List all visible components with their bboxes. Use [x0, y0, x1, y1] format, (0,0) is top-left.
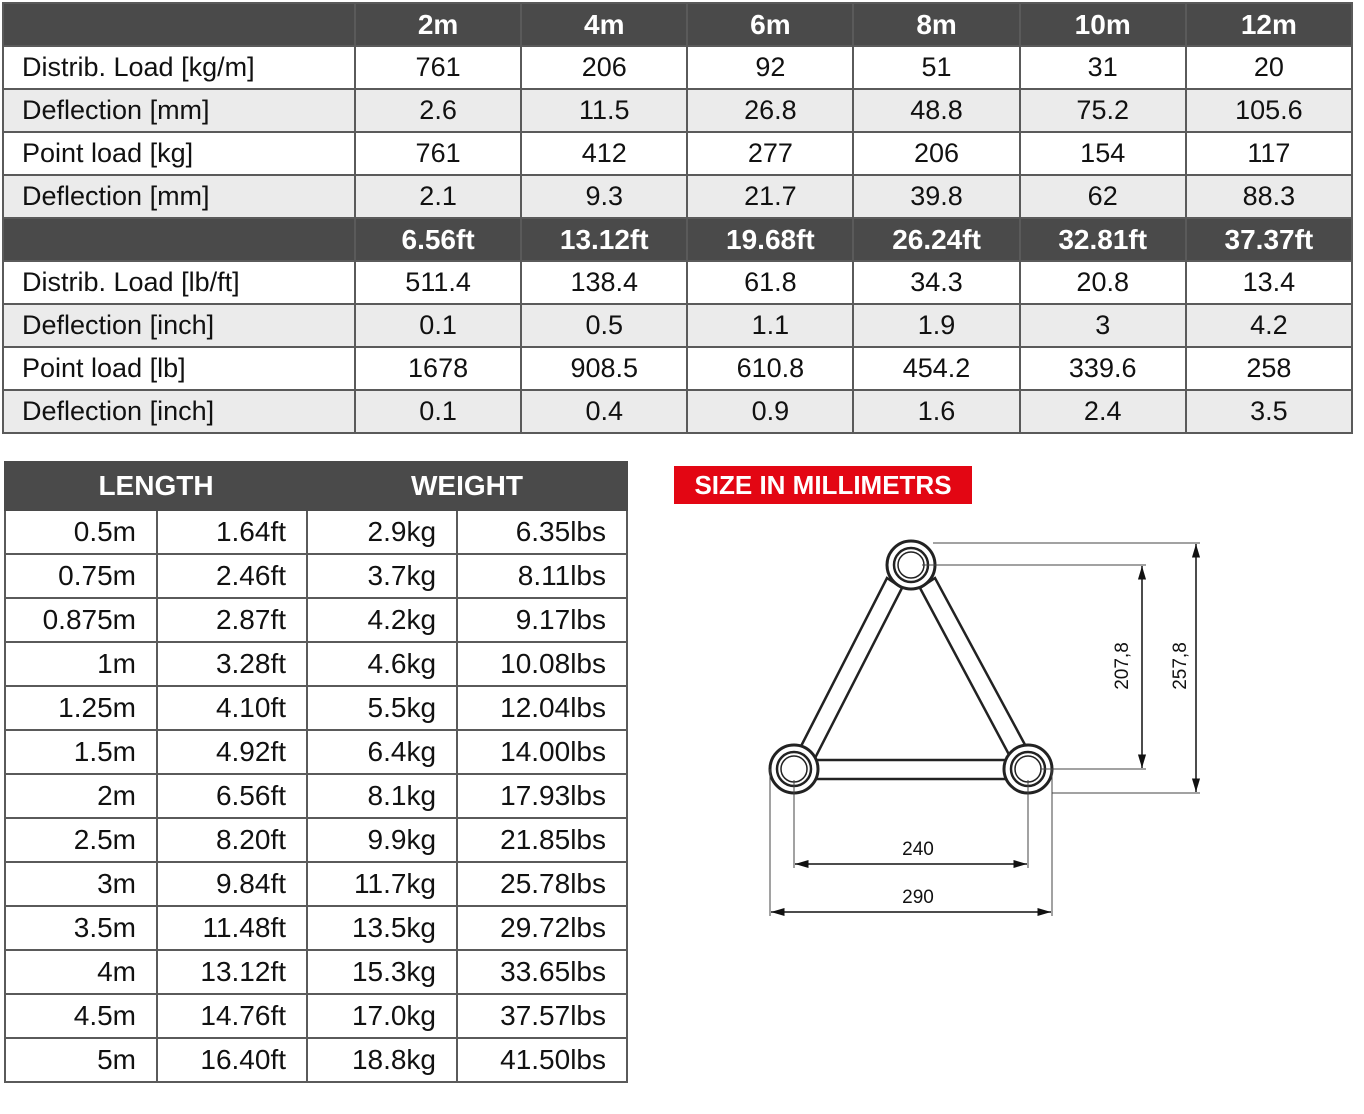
- table-cell: 1.25m: [5, 686, 157, 730]
- table-cell: 33.65lbs: [457, 950, 627, 994]
- table-cell: 0.75m: [5, 554, 157, 598]
- dim-outer-height: 257,8: [1170, 642, 1191, 690]
- row-label: Deflection [inch]: [3, 390, 355, 433]
- table-cell: 0.5m: [5, 510, 157, 554]
- value-cell: 20.8: [1020, 261, 1186, 304]
- header-cell: 6m: [687, 3, 853, 46]
- value-cell: 2.4: [1020, 390, 1186, 433]
- extension-lines: [770, 543, 1200, 916]
- size-badge: SIZE IN MILLIMETRS: [674, 466, 972, 504]
- table-cell: 3m: [5, 862, 157, 906]
- value-cell: 20: [1186, 46, 1352, 89]
- table-cell: 14.76ft: [157, 994, 307, 1038]
- table-cell: 2.87ft: [157, 598, 307, 642]
- value-cell: 0.1: [355, 390, 521, 433]
- value-cell: 88.3: [1186, 175, 1352, 218]
- value-cell: 610.8: [687, 347, 853, 390]
- table-cell: 5.5kg: [307, 686, 457, 730]
- table-cell: 9.17lbs: [457, 598, 627, 642]
- table-cell: 14.00lbs: [457, 730, 627, 774]
- header-cell: 26.24ft: [853, 218, 1019, 261]
- value-cell: 62: [1020, 175, 1186, 218]
- value-cell: 138.4: [521, 261, 687, 304]
- table-cell: 4.10ft: [157, 686, 307, 730]
- table-cell: 2.5m: [5, 818, 157, 862]
- value-cell: 1.1: [687, 304, 853, 347]
- chord-tubes: [770, 541, 1052, 793]
- table-cell: 0.875m: [5, 598, 157, 642]
- value-cell: 48.8: [853, 89, 1019, 132]
- weight-header: WEIGHT: [307, 462, 627, 510]
- header-cell: 10m: [1020, 3, 1186, 46]
- table-cell: 6.35lbs: [457, 510, 627, 554]
- value-cell: 13.4: [1186, 261, 1352, 304]
- table-cell: 15.3kg: [307, 950, 457, 994]
- value-cell: 3.5: [1186, 390, 1352, 433]
- row-label: Deflection [inch]: [3, 304, 355, 347]
- value-cell: 11.5: [521, 89, 687, 132]
- value-cell: 34.3: [853, 261, 1019, 304]
- header-cell: 4m: [521, 3, 687, 46]
- header-cell: 6.56ft: [355, 218, 521, 261]
- value-cell: 154: [1020, 132, 1186, 175]
- table-cell: 8.20ft: [157, 818, 307, 862]
- table-cell: 9.9kg: [307, 818, 457, 862]
- table-cell: 5m: [5, 1038, 157, 1082]
- row-label: Distrib. Load [kg/m]: [3, 46, 355, 89]
- table-cell: 12.04lbs: [457, 686, 627, 730]
- value-cell: 26.8: [687, 89, 853, 132]
- value-cell: 31: [1020, 46, 1186, 89]
- header-cell: 32.81ft: [1020, 218, 1186, 261]
- value-cell: 4.2: [1186, 304, 1352, 347]
- row-label: Point load [kg]: [3, 132, 355, 175]
- dimension-lines: [771, 544, 1196, 912]
- table-cell: 1m: [5, 642, 157, 686]
- table-cell: 1.64ft: [157, 510, 307, 554]
- value-cell: 117: [1186, 132, 1352, 175]
- value-cell: 258: [1186, 347, 1352, 390]
- value-cell: 75.2: [1020, 89, 1186, 132]
- value-cell: 908.5: [521, 347, 687, 390]
- table-cell: 13.12ft: [157, 950, 307, 994]
- value-cell: 454.2: [853, 347, 1019, 390]
- header-cell: 19.68ft: [687, 218, 853, 261]
- table-cell: 21.85lbs: [457, 818, 627, 862]
- value-cell: 761: [355, 46, 521, 89]
- table-cell: 18.8kg: [307, 1038, 457, 1082]
- row-label: Distrib. Load [lb/ft]: [3, 261, 355, 304]
- table-cell: 4.6kg: [307, 642, 457, 686]
- truss-braces: [796, 578, 1030, 779]
- table-cell: 10.08lbs: [457, 642, 627, 686]
- table-cell: 41.50lbs: [457, 1038, 627, 1082]
- table-cell: 17.0kg: [307, 994, 457, 1038]
- table-cell: 3.7kg: [307, 554, 457, 598]
- table-cell: 16.40ft: [157, 1038, 307, 1082]
- header-cell: 2m: [355, 3, 521, 46]
- header-cell: 13.12ft: [521, 218, 687, 261]
- value-cell: 2.6: [355, 89, 521, 132]
- table-cell: 9.84ft: [157, 862, 307, 906]
- value-cell: 0.5: [521, 304, 687, 347]
- header-cell: 8m: [853, 3, 1019, 46]
- value-cell: 206: [521, 46, 687, 89]
- table-cell: 4.92ft: [157, 730, 307, 774]
- table-cell: 11.48ft: [157, 906, 307, 950]
- row-label: Point load [lb]: [3, 347, 355, 390]
- header-cell: 12m: [1186, 3, 1352, 46]
- value-cell: 511.4: [355, 261, 521, 304]
- value-cell: 206: [853, 132, 1019, 175]
- table-cell: 25.78lbs: [457, 862, 627, 906]
- table-cell: 29.72lbs: [457, 906, 627, 950]
- table-cell: 4.2kg: [307, 598, 457, 642]
- table-cell: 8.11lbs: [457, 554, 627, 598]
- table-cell: 6.4kg: [307, 730, 457, 774]
- table-cell: 3.5m: [5, 906, 157, 950]
- value-cell: 0.9: [687, 390, 853, 433]
- value-cell: 0.1: [355, 304, 521, 347]
- table-cell: 17.93lbs: [457, 774, 627, 818]
- value-cell: 277: [687, 132, 853, 175]
- value-cell: 412: [521, 132, 687, 175]
- table-cell: 8.1kg: [307, 774, 457, 818]
- value-cell: 1678: [355, 347, 521, 390]
- value-cell: 1.6: [853, 390, 1019, 433]
- value-cell: 3: [1020, 304, 1186, 347]
- value-cell: 21.7: [687, 175, 853, 218]
- value-cell: 9.3: [521, 175, 687, 218]
- value-cell: 339.6: [1020, 347, 1186, 390]
- table-cell: 3.28ft: [157, 642, 307, 686]
- dim-outer-width: 290: [902, 887, 934, 908]
- table-cell: 11.7kg: [307, 862, 457, 906]
- value-cell: 92: [687, 46, 853, 89]
- value-cell: 1.9: [853, 304, 1019, 347]
- row-label: Deflection [mm]: [3, 89, 355, 132]
- table-cell: 2.9kg: [307, 510, 457, 554]
- value-cell: 105.6: [1186, 89, 1352, 132]
- dim-inner-height: 207,8: [1112, 642, 1133, 690]
- table-cell: 13.5kg: [307, 906, 457, 950]
- value-cell: 61.8: [687, 261, 853, 304]
- value-cell: 761: [355, 132, 521, 175]
- value-cell: 2.1: [355, 175, 521, 218]
- value-cell: 51: [853, 46, 1019, 89]
- header-cell: 37.37ft: [1186, 218, 1352, 261]
- table-cell: 4.5m: [5, 994, 157, 1038]
- table-cell: 6.56ft: [157, 774, 307, 818]
- length-header: LENGTH: [5, 462, 307, 510]
- value-cell: 0.4: [521, 390, 687, 433]
- table-cell: 2m: [5, 774, 157, 818]
- table-cell: 37.57lbs: [457, 994, 627, 1038]
- table-cell: 4m: [5, 950, 157, 994]
- value-cell: 39.8: [853, 175, 1019, 218]
- dim-inner-width: 240: [902, 839, 934, 860]
- table-cell: 2.46ft: [157, 554, 307, 598]
- table-cell: 1.5m: [5, 730, 157, 774]
- row-label: Deflection [mm]: [3, 175, 355, 218]
